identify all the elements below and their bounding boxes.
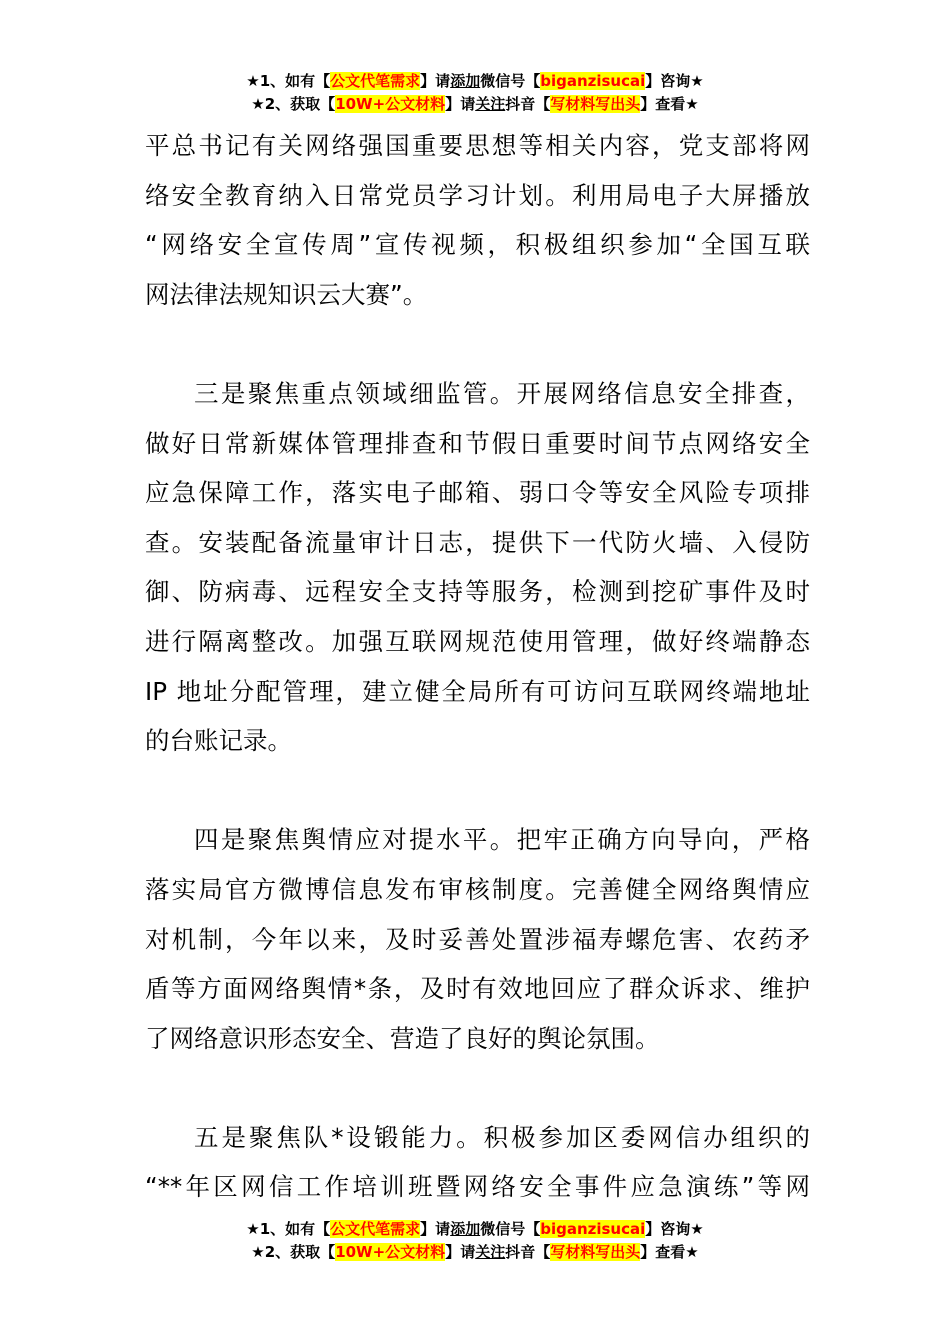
text-line: 落实局官方微博信息发布审核制度。完善健全网络舆情应 xyxy=(145,874,810,904)
promo-underlined: 添加 xyxy=(450,72,481,90)
promo-text: 】请 xyxy=(420,72,451,90)
text-line: “**年区网信工作培训班暨网络安全事件应急演练”等网 xyxy=(145,1172,810,1202)
text-line: 三是聚焦重点领域细监管。开展网络信息安全排查， xyxy=(194,378,810,408)
promo-banner-bottom xyxy=(0,1218,950,1264)
promo-text: 】查看★ xyxy=(640,1243,699,1261)
text-line: 络安全教育纳入日常党员学习计划。利用局电子大屏播放 xyxy=(145,180,810,210)
text-line: 盾等方面网络舆情*条，及时有效地回应了群众诉求、维护 xyxy=(145,974,810,1004)
paragraph-team-building xyxy=(145,1113,810,1212)
text-line: 御、防病毒、远程安全支持等服务，检测到挖矿事件及时 xyxy=(145,577,810,607)
text-line: 五是聚焦队*设锻能力。积极参加区委网信办组织的 xyxy=(194,1122,810,1152)
promo-line-2 xyxy=(0,93,950,116)
promo-highlight: 10W+公文材料 xyxy=(335,95,446,113)
text-line: 平总书记有关网络强国重要思想等相关内容，党支部将网 xyxy=(145,131,810,160)
text-line: 查。安装配备流量审计日志，提供下一代防火墙、入侵防 xyxy=(145,527,810,557)
promo-underlined: 添加 xyxy=(450,1220,481,1238)
text-line: IP 地址分配管理，建立健全局所有可访问互联网终端地址 xyxy=(145,676,810,706)
text-line: 四是聚焦舆情应对提水平。把牢正确方向导向，严格 xyxy=(194,825,810,855)
promo-line-2 xyxy=(0,1241,950,1264)
text-line: 对机制，今年以来，及时妥善处置涉福寿螺危害、农药矛 xyxy=(145,924,810,954)
text-line: 网法律法规知识云大赛”。 xyxy=(145,279,428,309)
text-line: “网络安全宣传周”宣传视频，积极组织参加“全国互联 xyxy=(145,230,810,260)
promo-line-1 xyxy=(0,70,950,93)
promo-text: 抖音【 xyxy=(505,1243,551,1261)
promo-text: 微信号【 xyxy=(480,1220,541,1238)
paragraph-supervision xyxy=(145,369,810,766)
promo-highlight: 公文代笔需求 xyxy=(330,1220,421,1238)
promo-text: ★2、获取【 xyxy=(251,95,336,113)
promo-text: 】咨询★ xyxy=(645,72,704,90)
promo-text: 】请 xyxy=(445,1243,476,1261)
promo-douyin-id: 写材料写出头 xyxy=(550,95,641,113)
paragraph-continuation xyxy=(145,121,810,319)
text-line: 进行隔离整改。加强互联网规范使用管理，做好终端静态 xyxy=(145,626,810,656)
promo-banner-top xyxy=(0,70,950,116)
paragraph-public-opinion xyxy=(145,815,810,1063)
promo-wechat-id: biganzisucai xyxy=(540,1220,646,1238)
promo-text: ★2、获取【 xyxy=(251,1243,336,1261)
promo-text: ★1、如有【 xyxy=(246,72,331,90)
text-line: 应急保障工作，落实电子邮箱、弱口令等安全风险专项排 xyxy=(145,478,810,508)
promo-underlined: 关注 xyxy=(475,95,506,113)
document-body xyxy=(145,121,810,1212)
promo-text: 】查看★ xyxy=(640,95,699,113)
promo-text: 】请 xyxy=(445,95,476,113)
text-line: 的台账记录。 xyxy=(145,726,292,756)
promo-text: 】请 xyxy=(420,1220,451,1238)
promo-line-1 xyxy=(0,1218,950,1241)
promo-wechat-id: biganzisucai xyxy=(540,72,646,90)
promo-highlight: 公文代笔需求 xyxy=(330,72,421,90)
promo-douyin-id: 写材料写出头 xyxy=(550,1243,641,1261)
promo-text: 微信号【 xyxy=(480,72,541,90)
text-line: 做好日常新媒体管理排查和节假日重要时间节点网络安全 xyxy=(145,428,810,458)
text-line: 了网络意识形态安全、营造了良好的舆论氛围。 xyxy=(145,1023,660,1053)
promo-text: ★1、如有【 xyxy=(246,1220,331,1238)
promo-text: 抖音【 xyxy=(505,95,551,113)
promo-underlined: 关注 xyxy=(475,1243,506,1261)
promo-text: 】咨询★ xyxy=(645,1220,704,1238)
promo-highlight: 10W+公文材料 xyxy=(335,1243,446,1261)
